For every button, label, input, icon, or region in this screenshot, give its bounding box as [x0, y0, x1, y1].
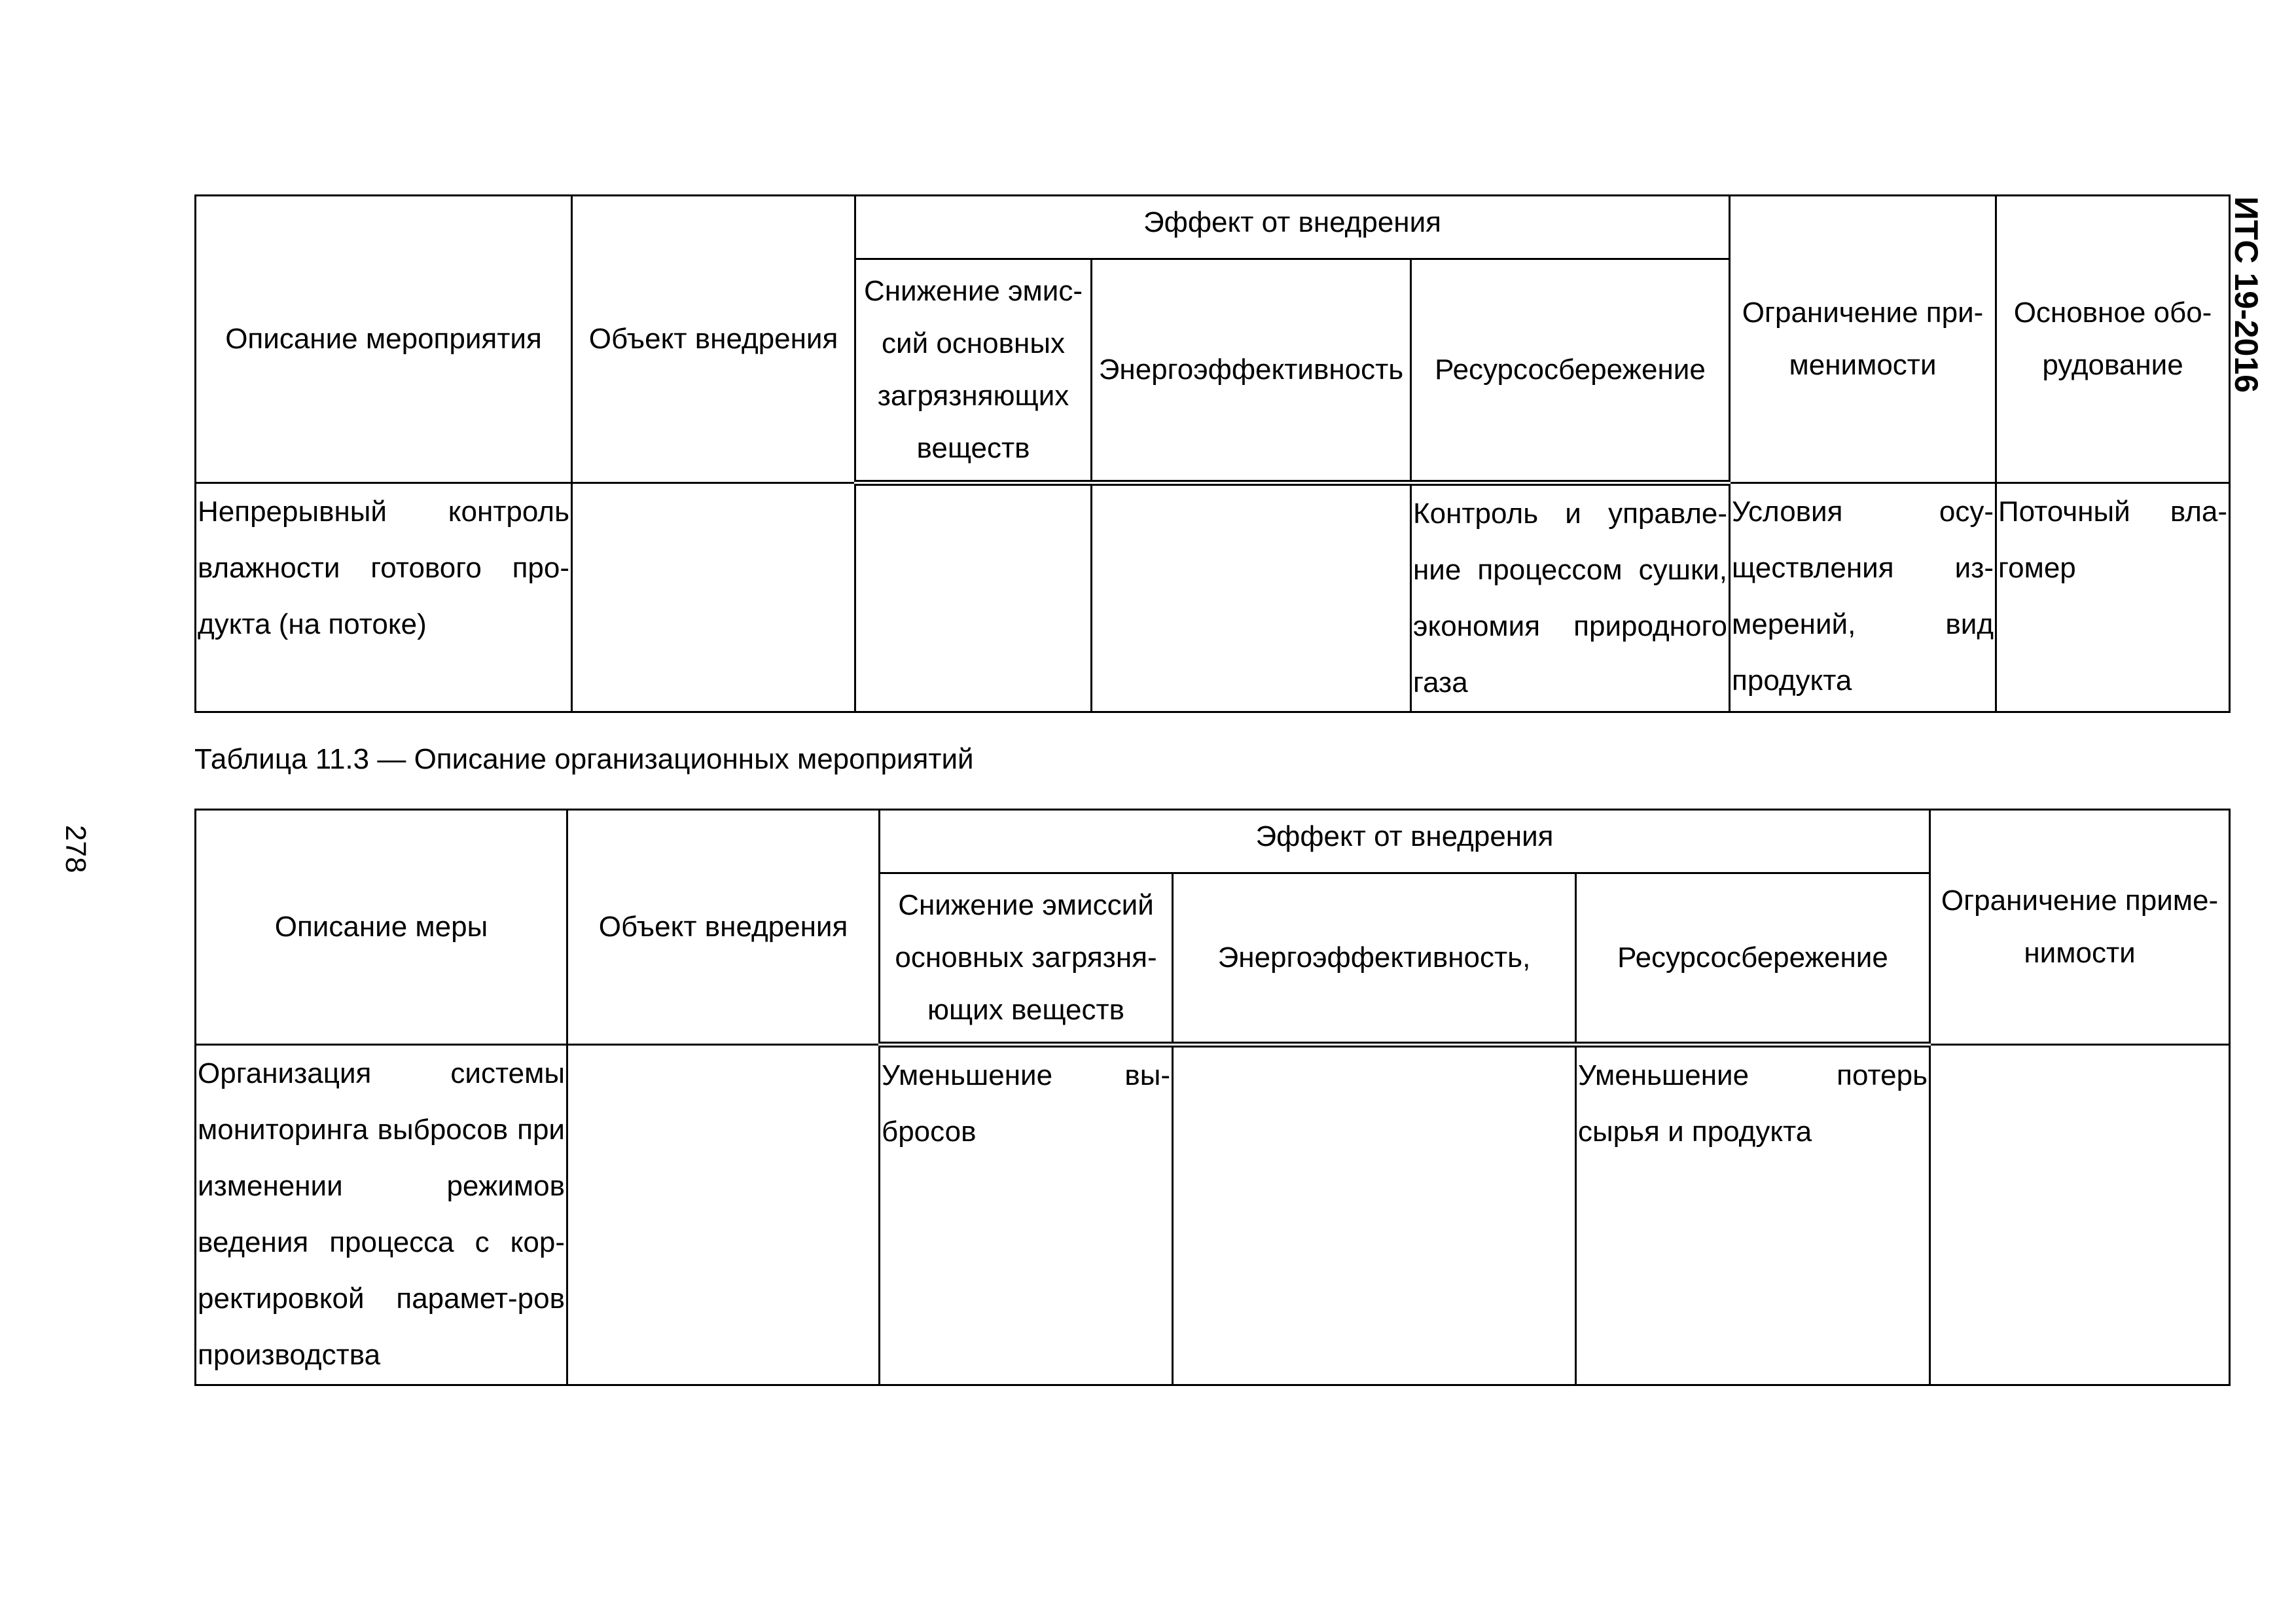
cell-object: [567, 1045, 880, 1385]
cell-resource: Уменьшение потерь сырья и продукта: [1576, 1045, 1930, 1385]
header-equipment: Основное обо-рудование: [1996, 196, 2230, 483]
header-resource: Ресурсосбережение: [1411, 259, 1730, 483]
document-code: ИТС 19-2016: [2228, 196, 2265, 393]
cell-resource: Контроль и управле-ние процессом сушки, экономия природного газа: [1411, 483, 1730, 712]
header-emissions: Снижение эмиссий основных загрязня-ющих веществ: [880, 873, 1173, 1045]
cell-energy: [1092, 483, 1411, 712]
cell-limits: Условия осу-ществления из-мерений, вид продукта: [1730, 483, 1996, 712]
cell-limits: [1930, 1045, 2230, 1385]
header-energy: Энергоэффективность: [1092, 259, 1411, 483]
header-energy: Энергоэффективность,: [1173, 873, 1576, 1045]
header-description: Описание мероприятия: [196, 196, 572, 483]
header-resource: Ресурсосбережение: [1576, 873, 1930, 1045]
header-object: Объект внедрения: [567, 810, 880, 1045]
cell-energy: [1173, 1045, 1576, 1385]
cell-description: Непрерывный контроль влажности готового про-дукта (на потоке): [196, 483, 572, 712]
cell-emissions: [855, 483, 1092, 712]
header-description: Описание меры: [196, 810, 567, 1045]
header-limits: Ограничение приме-нимости: [1930, 810, 2230, 1045]
table-row: [196, 1045, 2230, 1385]
cell-description: Организация системы мониторинга выбросов при изменении режимов ведения процесса с кор-ректировкой парамет-ров производства: [196, 1045, 567, 1385]
table-caption: Таблица 11.3 — Описание организационных мероприятий: [194, 743, 974, 775]
measures-table: [194, 194, 2231, 713]
table-row: [196, 483, 2230, 712]
header-effect: Эффект от внедрения: [855, 196, 1730, 259]
organizational-measures-table: [194, 809, 2231, 1386]
header-limits: Ограничение при-менимости: [1730, 196, 1996, 483]
cell-emissions: Уменьшение вы-бросов: [880, 1045, 1173, 1385]
cell-equipment: Поточный вла-гомер: [1996, 483, 2230, 712]
header-object: Объект внедрения: [572, 196, 855, 483]
page-number: 278: [60, 825, 92, 873]
header-emissions: Снижение эмис-сий основных загрязняющих веществ: [855, 259, 1092, 483]
cell-object: [572, 483, 855, 712]
header-effect: Эффект от внедрения: [880, 810, 1930, 873]
